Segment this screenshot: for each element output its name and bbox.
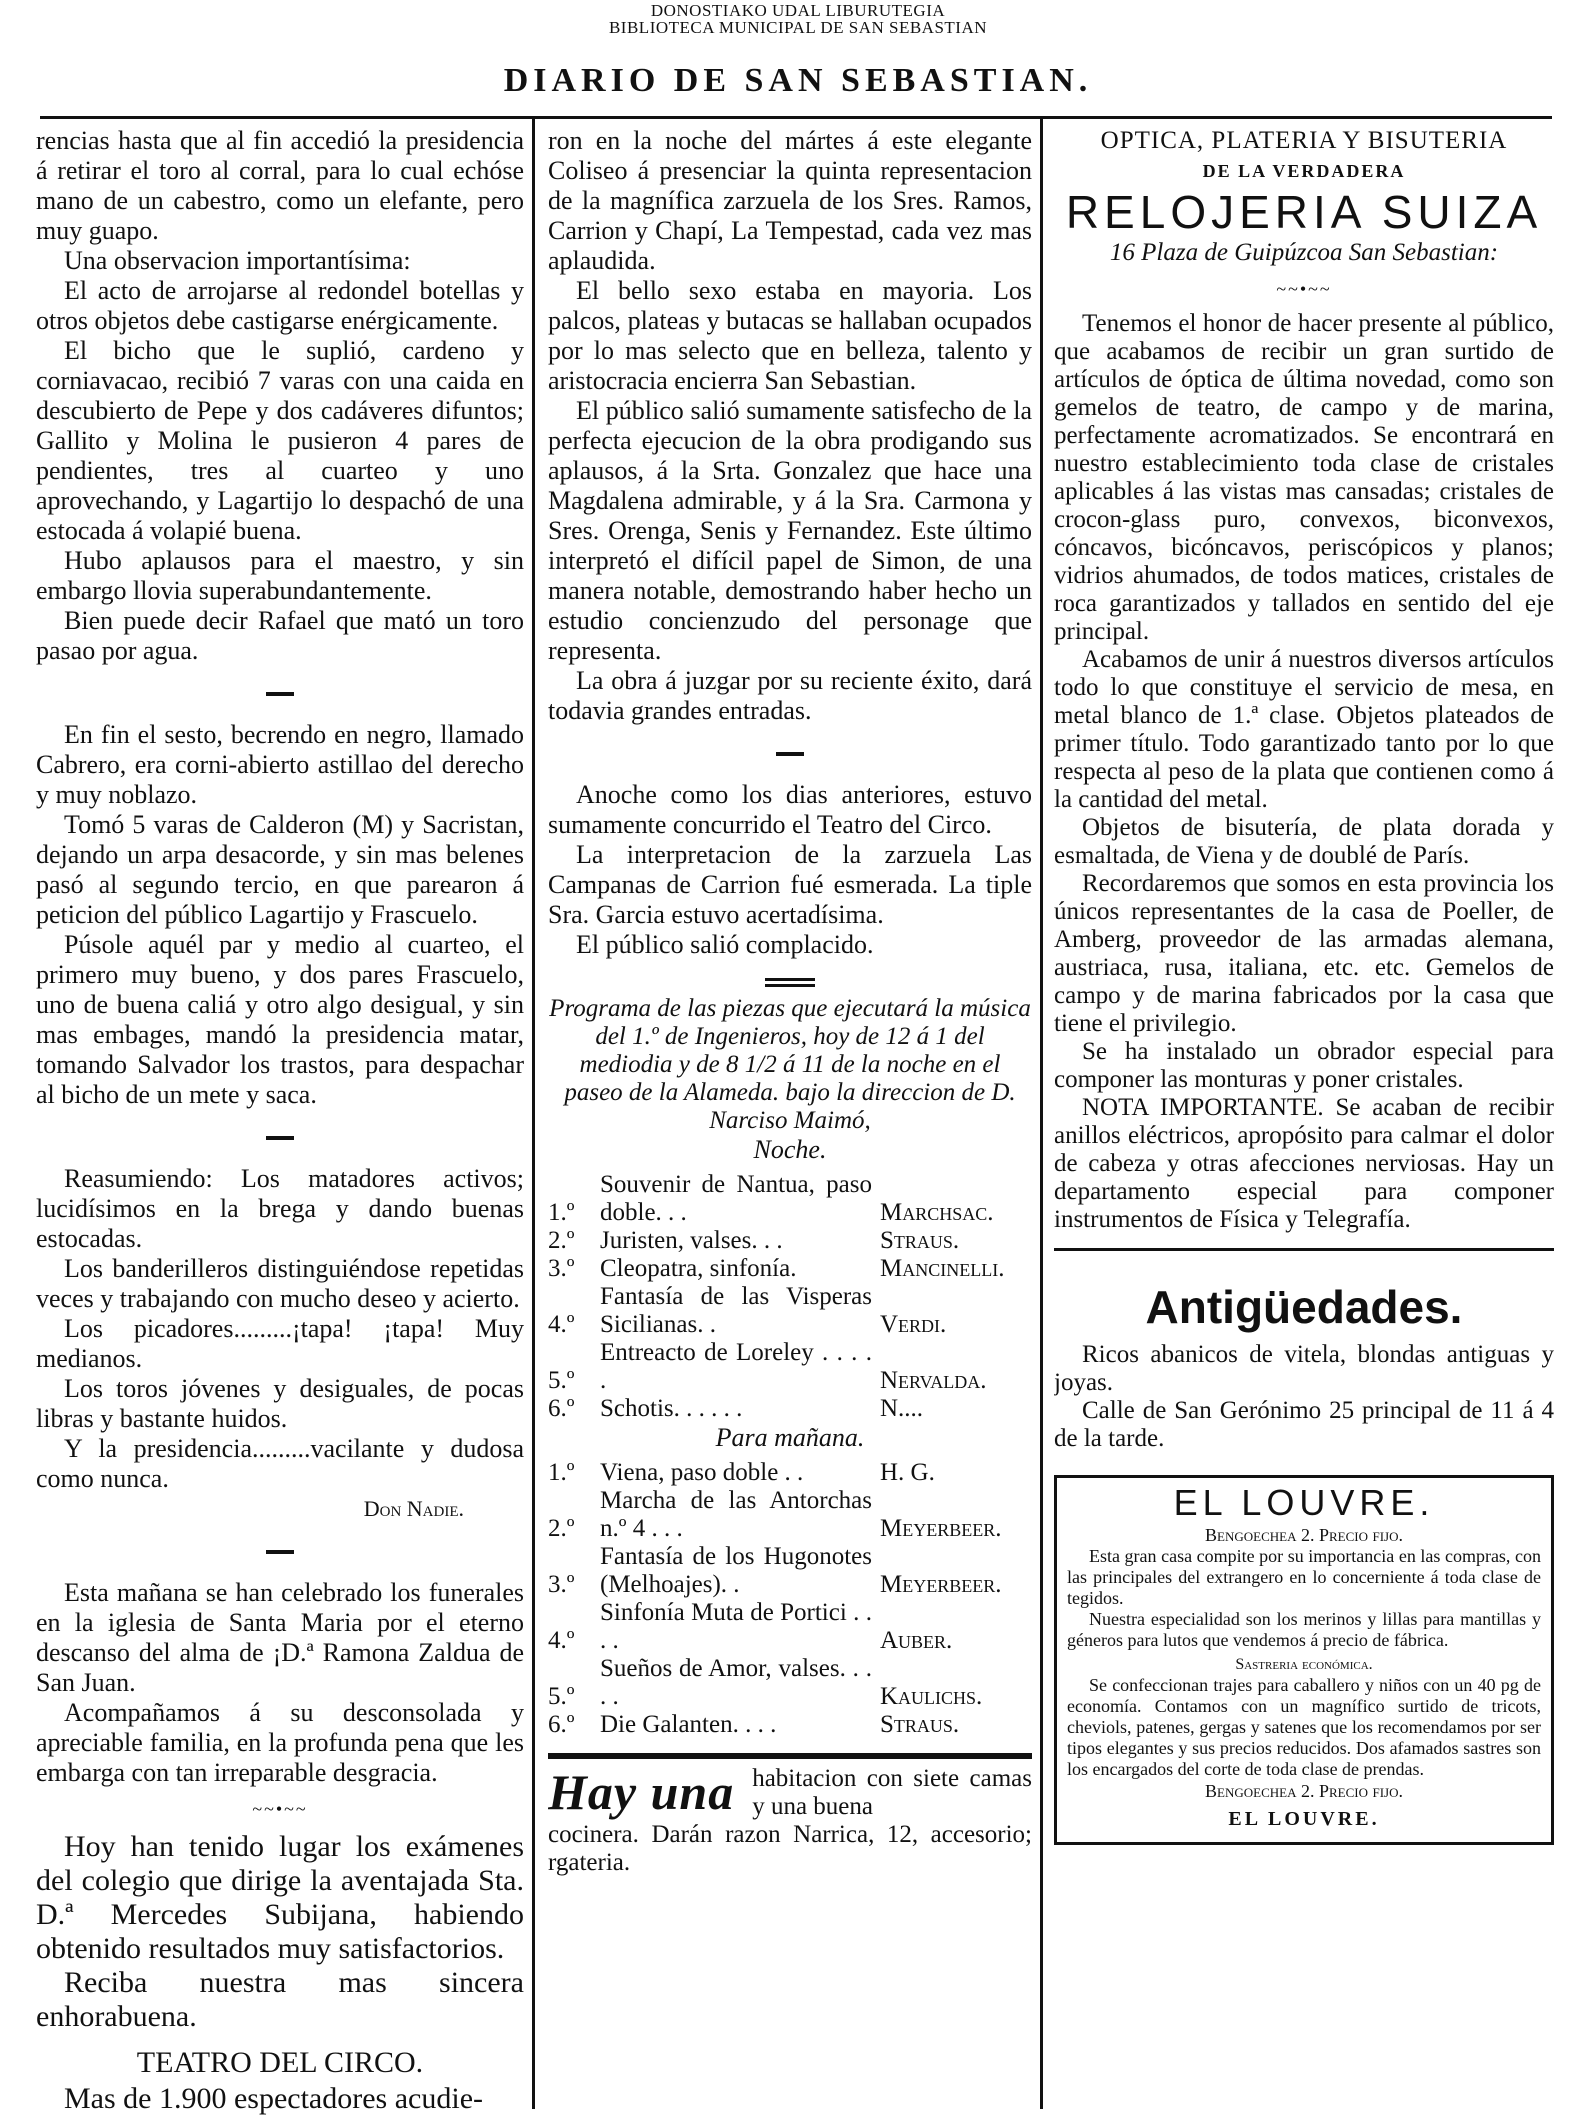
column-3 bbox=[1054, 126, 1554, 1845]
column-1 bbox=[36, 126, 524, 2116]
classified-text-rest: cocinera. Darán razon Narrica, 12, accesorio; rgateria. bbox=[548, 1821, 1032, 1876]
program-list bbox=[548, 1171, 1032, 1423]
louvre-footer: EL LOUVRE. bbox=[1228, 1808, 1380, 1830]
ornament: ~~•~~ bbox=[1276, 279, 1332, 299]
program-item-title: Juristen, valses. . . bbox=[600, 1227, 783, 1254]
paragraph: Anoche como los dias anteriores, estuvo sumamente concurrido el Teatro del Circo. bbox=[548, 780, 1032, 839]
masthead: DIARIO DE SAN SEBASTIAN. bbox=[503, 62, 1093, 99]
ornament: ~~•~~ bbox=[252, 1799, 308, 1819]
section-dash bbox=[266, 1550, 294, 1554]
program-item-title: Souvenir de Nantua, paso doble. . . bbox=[600, 1171, 872, 1226]
program-item-number: 5.º bbox=[548, 1367, 575, 1394]
program-item-composer: Meyerbeer. bbox=[880, 1571, 1002, 1598]
program-item-title: Fantasía de los Hugonotes (Melhoajes). . bbox=[600, 1543, 872, 1598]
program-item-title: Sinfonía Muta de Portici . . . . bbox=[600, 1599, 872, 1654]
program-item-composer: Kaulichs. bbox=[880, 1683, 983, 1710]
paragraph: Y la presidencia.........vacilante y dudosa como nunca. bbox=[36, 1434, 524, 1493]
paragraph: rencias hasta que al fin accedió la presidencia á retirar el toro al corral, para lo cual echóse mano de un cabestro, como un elefante, pero muy guapo. bbox=[36, 126, 524, 245]
paragraph: NOTA IMPORTANTE. Se acaban de recibir anillos eléctricos, apropósito para calmar el dolor de cabeza y otras afecciones nerviosas. Hay un departamento especial para componer instrumentos de Física y Telegrafía. bbox=[1054, 1094, 1554, 1233]
signature: Don Nadie. bbox=[363, 1496, 464, 1521]
paragraph: En fin el sesto, becrendo en negro, llamado Cabrero, era corni-abierto astillao del derecho y muy noblazo. bbox=[36, 720, 524, 809]
classified-headline: Hay una bbox=[548, 1764, 735, 1820]
library-name-spanish: BIBLIOTECA MUNICIPAL DE SAN SEBASTIAN bbox=[608, 18, 988, 37]
paragraph: Objetos de bisutería, de plata dorada y esmaltada, de Viena y de doublé de París. bbox=[1054, 814, 1554, 869]
paragraph: Reasumiendo: Los matadores activos; lucidísimos en la brega y dando buenas estocadas. bbox=[36, 1164, 524, 1253]
paragraph: Ricos abanicos de vitela, blondas antiguas y joyas. bbox=[1054, 1341, 1554, 1396]
program-item-number: 6.º bbox=[548, 1711, 575, 1738]
louvre-title: EL LOUVRE. bbox=[1173, 1482, 1435, 1523]
program-item-composer: Nervalda. bbox=[880, 1367, 987, 1394]
paragraph: ron en la noche del mártes á este elegante Coliseo á presenciar la quinta representacion de la magnífica zarzuela de los Sres. Ramos, Carrion y Chapí, La Tempestad, cada vez mas aplaudida. bbox=[548, 126, 1032, 275]
paragraph: Esta gran casa compite por su importancia en las compras, con las principales del extrangero en lo concerniente á toda clase de tegidos. bbox=[1067, 1546, 1541, 1608]
thick-rule bbox=[548, 1753, 1032, 1759]
paragraph: Esta mañana se han celebrado los funerales en la iglesia de Santa Maria por el eterno descanso del alma de ¡D.ª Ramona Zaldua de San Juan. bbox=[36, 1578, 524, 1697]
program-item bbox=[548, 1395, 1032, 1423]
program-item bbox=[548, 1543, 1032, 1599]
paragraph: Hoy han tenido lugar los exámenes del colegio que dirige la aventajada Sta. D.ª Mercedes Subijana, habiendo obtenido resultados muy satisfactorios. bbox=[36, 1830, 524, 1965]
paragraph: Se confeccionan trajes para caballero y niños con un 40 pg de economía. Contamos con un magnífico surtido de tricots, cheviols, patenes, gergas y satenes que los recomendamos por ser tipos elegantes y sus precios reducidos. Dos afamados sastres son los encargados del corte de toda clase de prendas. bbox=[1067, 1675, 1541, 1779]
program-item-composer: N.... bbox=[880, 1395, 924, 1422]
program-item-composer: Mancinelli. bbox=[880, 1255, 1005, 1282]
ad-brand: RELOJERIA SUIZA bbox=[1065, 186, 1543, 238]
program-item-title: Viena, paso doble . . bbox=[600, 1459, 804, 1486]
paragraph: Calle de San Gerónimo 25 principal de 11 á 4 de la tarde. bbox=[1054, 1397, 1554, 1452]
ad-body bbox=[1054, 310, 1554, 1234]
louvre-body bbox=[1067, 1546, 1541, 1651]
program-title: Programa de las piezas que ejecutará la música del 1.º de Ingenieros, hoy de 12 á 1 del mediodia y de 8 1/2 á 11 de la noche en el paseo de la Alameda. bajo la direccion de D. Narciso Maimó, bbox=[549, 995, 1031, 1134]
program-item-number: 4.º bbox=[548, 1311, 575, 1338]
program-item-title: Fantasía de las Visperas Sicilianas. . bbox=[600, 1283, 872, 1338]
louvre-body bbox=[1067, 1675, 1541, 1780]
program-item bbox=[548, 1283, 1032, 1339]
classified-ad bbox=[548, 1765, 1032, 1821]
program-item bbox=[548, 1459, 1032, 1487]
program-item-composer: Straus. bbox=[880, 1227, 960, 1254]
program-item-number: 4.º bbox=[548, 1627, 575, 1654]
program-item bbox=[548, 1599, 1032, 1655]
ad-heading: OPTICA, PLATERIA Y BISUTERIA bbox=[1100, 127, 1508, 154]
program-subheading: Noche. bbox=[753, 1135, 827, 1164]
program-item-number: 6.º bbox=[548, 1395, 575, 1422]
program-item bbox=[548, 1227, 1032, 1255]
paragraph: El bicho que le suplió, cardeno y corniavacao, recibió 7 varas con una caida en descubierto de Pepe y dos cadáveres difuntos; Gallito y Molina le pusieron 4 pares de pendientes, tres al cuarteo y uno aprovechando, y Lagartijo lo despachó de una estocada á volapié buena. bbox=[36, 336, 524, 545]
paragraph: Una observacion importantísima: bbox=[64, 246, 411, 275]
paragraph: Se ha instalado un obrador especial para componer las monturas y poner cristales. bbox=[1054, 1038, 1554, 1093]
library-name-basque: DONOSTIAKO UDAL LIBURUTEGIA bbox=[650, 1, 946, 20]
masthead-rule bbox=[40, 116, 1552, 119]
paragraph: El acto de arrojarse al redondel botellas y otros objetos debe castigarse enérgicamente. bbox=[36, 276, 524, 335]
program-item-title: Cleopatra, sinfonía. bbox=[600, 1255, 797, 1282]
paragraph: Acabamos de unir á nuestros diversos artículos todo lo que constituye el servicio de mesa, en metal blanco de 1.ª clase. Objetos plateados de primer título. Todo garantizado tanto por lo que respecta al peso de la plata que contienen como á la cantidad del metal. bbox=[1054, 646, 1554, 813]
program-item-composer: Marchsac. bbox=[880, 1199, 994, 1226]
program-item-composer: Verdi. bbox=[880, 1311, 947, 1338]
paragraph: Tenemos el honor de hacer presente al público, que acabamos de recibir un gran surtido de artículos de óptica de última novedad, como son gemelos de teatro, de campo y de marina, perfectamente acromatizados. Se encontrará en nuestro establecimiento toda clase de cristales aplicables á las vistas mas cansadas; cristales de crocon-glass puro, convexos, biconvexos, cóncavos, bicóncavos, periscópicos y planos; vidrios ahumados, de todos matices, cristales de roca garantizados y tallados en sentido del eje principal. bbox=[1054, 310, 1554, 645]
ad-address: 16 Plaza de Guipúzcoa San Sebastian: bbox=[1109, 239, 1499, 266]
program-item bbox=[548, 1339, 1032, 1395]
program-subheading: Para mañana. bbox=[715, 1423, 865, 1452]
program-item-composer: H. G. bbox=[880, 1459, 935, 1486]
program-item-number: 1.º bbox=[548, 1199, 575, 1226]
program-item bbox=[548, 1255, 1032, 1283]
paragraph: Nuestra especialidad son los merinos y lillas para mantillas y géneros para lutos que vendemos á precio de fábrica. bbox=[1067, 1609, 1541, 1650]
paragraph: Los picadores.........¡tapa! ¡tapa! Muy medianos. bbox=[36, 1314, 524, 1373]
program-item-number: 2.º bbox=[548, 1227, 575, 1254]
program-item-title: Schotis. . . . . . bbox=[600, 1395, 743, 1422]
paragraph: Los toros jóvenes y desiguales, de pocas libras y bastante huidos. bbox=[36, 1374, 524, 1433]
louvre-address: Bengoechea 2. Precio fijo. bbox=[1205, 1781, 1403, 1801]
column-divider-2 bbox=[1040, 119, 1043, 2109]
library-header bbox=[0, 2, 1596, 36]
louvre-ad bbox=[1054, 1475, 1554, 1845]
paragraph: Reciba nuestra mas sincera enhorabuena. bbox=[36, 1966, 524, 2033]
program-item bbox=[548, 1655, 1032, 1711]
paragraph: Mas de 1.900 espectadores acudie- bbox=[64, 2082, 484, 2115]
program-item-number: 3.º bbox=[548, 1571, 575, 1598]
louvre-section-heading: Sastreria económica. bbox=[1235, 1656, 1373, 1673]
program-item bbox=[548, 1487, 1032, 1543]
program-item-composer: Straus. bbox=[880, 1711, 960, 1738]
program-item-composer: Meyerbeer. bbox=[880, 1515, 1002, 1542]
section-dash bbox=[776, 752, 804, 756]
paragraph: Bien puede decir Rafael que mató un toro pasao por agua. bbox=[36, 606, 524, 665]
paragraph: El público salió sumamente satisfecho de la perfecta ejecucion de la obra prodigando sus aplausos, á la Srta. Gonzalez que hace una Magdalena admirable, y á la Sra. Carmona y Sres. Orenga, Senis y Fernandez. Este último interpretó el difícil papel de Simon, de una manera notable, demostrando haber hecho un estudio concienzudo del personage que representa. bbox=[548, 396, 1032, 665]
antiques-title: Antigüedades. bbox=[1145, 1281, 1463, 1333]
program-item-number: 5.º bbox=[548, 1683, 575, 1710]
paragraph: La obra á juzgar por su reciente éxito, dará todavia grandes entradas. bbox=[548, 666, 1032, 725]
section-dash bbox=[266, 692, 294, 696]
paragraph: La interpretacion de la zarzuela Las Campanas de Carrion fué esmerada. La tiple Sra. Garcia estuvo acertadísima. bbox=[548, 840, 1032, 929]
louvre-address: Bengoechea 2. Precio fijo. bbox=[1205, 1525, 1403, 1545]
antiques-body bbox=[1054, 1341, 1554, 1453]
paragraph: Hubo aplausos para el maestro, y sin embargo llovia superabundantemente. bbox=[36, 546, 524, 605]
program-item-title: Marcha de las Antorchas n.º 4 . . . bbox=[600, 1487, 872, 1542]
program-list bbox=[548, 1459, 1032, 1739]
paragraph: Púsole aquél par y medio al cuarteo, el primero muy bueno, y dos pares Frascuelo, uno de buena caliá y otro algo desigual, y sin mas embages, mandó la presidencia matar, tomando Salvador los trastos, para despachar al bicho de un mete y saca. bbox=[36, 930, 524, 1109]
ad-separator bbox=[1054, 1248, 1554, 1251]
ad-subheading: DE LA VERDADERA bbox=[1202, 161, 1406, 181]
program-item-number: 3.º bbox=[548, 1255, 575, 1282]
program-item-title: Sueños de Amor, valses. . . . . bbox=[600, 1655, 872, 1710]
paragraph: Acompañamos á su desconsolada y apreciable familia, en la profunda pena que les embarga con tan irreparable desgracia. bbox=[36, 1698, 524, 1787]
program-item bbox=[548, 1711, 1032, 1739]
section-heading: TEATRO DEL CIRCO. bbox=[136, 2046, 424, 2079]
program-item-title: Entreacto de Loreley . . . . . bbox=[600, 1339, 872, 1394]
program-item bbox=[548, 1171, 1032, 1227]
paragraph: Recordaremos que somos en esta provincia los únicos representantes de la casa de Poeller, de Amberg, proveedor de las armadas alemana, austriaca, rusa, italiana, etc. etc. Gemelos de campo y de marina fabricados por la casa que tiene el privilegio. bbox=[1054, 870, 1554, 1037]
classified-text: habitacion con siete camas y una buena bbox=[752, 1765, 1032, 1820]
column-divider-1 bbox=[532, 119, 535, 2109]
column-2 bbox=[548, 126, 1032, 1877]
program-item-number: 1.º bbox=[548, 1459, 575, 1486]
program-item-number: 2.º bbox=[548, 1515, 575, 1542]
paragraph: Los banderilleros distinguiéndose repetidas veces y trabajando con mucho deseo y acierto. bbox=[36, 1254, 524, 1313]
program-item-composer: Auber. bbox=[880, 1627, 953, 1654]
section-dash bbox=[266, 1136, 294, 1140]
paragraph: Tomó 5 varas de Calderon (M) y Sacristan, dejando un arpa desacorde, y sin mas belenes pasó al segundo tercio, en que parearon á peticion del público Lagartijo y Frascuelo. bbox=[36, 810, 524, 929]
double-rule bbox=[765, 978, 815, 987]
program-item-title: Die Galanten. . . . bbox=[600, 1711, 777, 1738]
paragraph: El público salió complacido. bbox=[576, 930, 874, 959]
paragraph: El bello sexo estaba en mayoria. Los palcos, plateas y butacas se hallaban ocupados por lo mas selecto que en belleza, talento y aristocracia encierra San Sebastian. bbox=[548, 276, 1032, 395]
